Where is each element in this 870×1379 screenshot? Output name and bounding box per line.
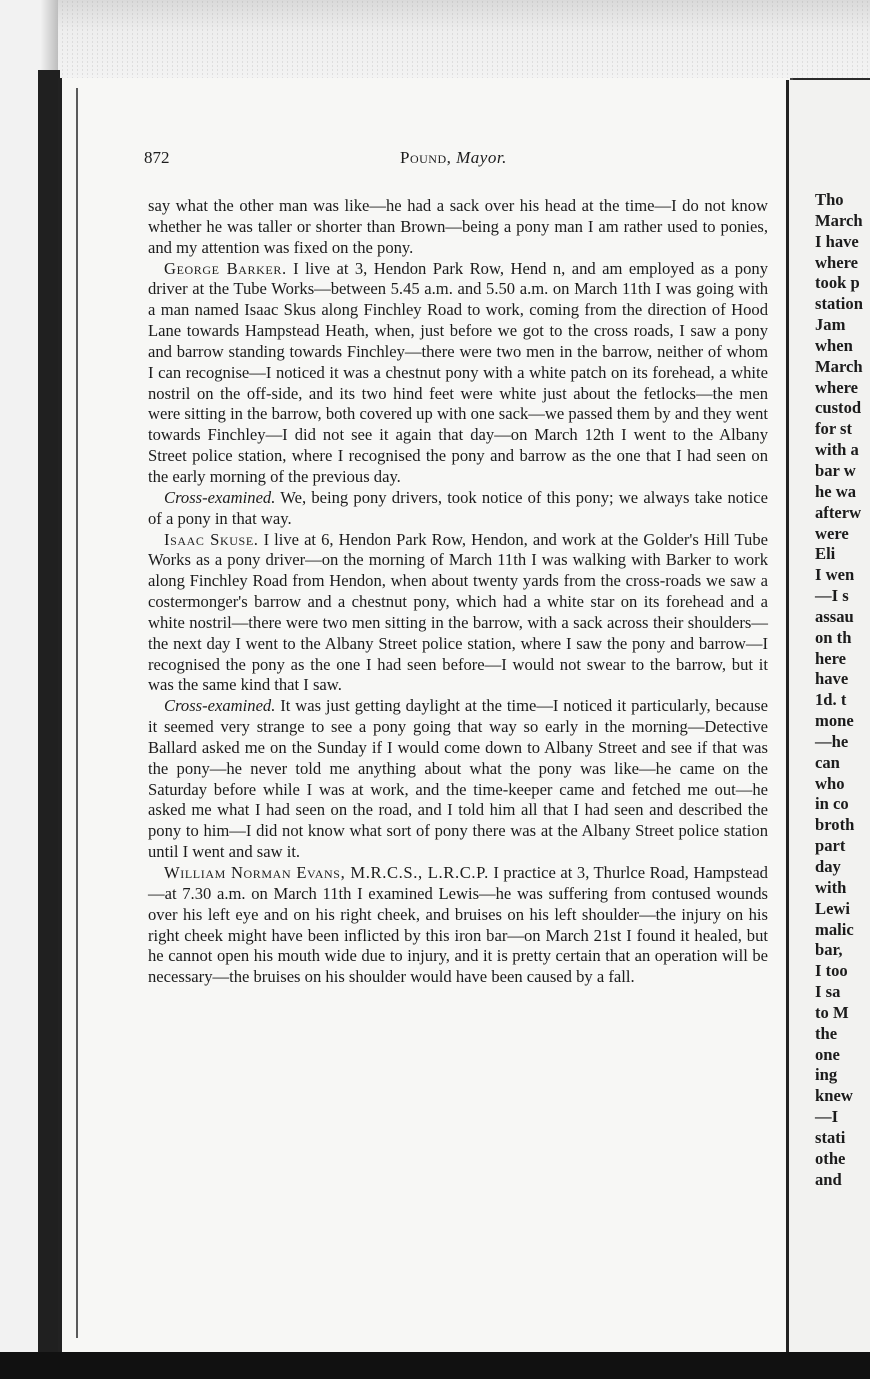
adjacent-line-fragment: custod bbox=[815, 398, 862, 418]
adjacent-line-fragment: ing bbox=[815, 1065, 838, 1085]
paragraph bbox=[148, 488, 768, 530]
adjacent-line-fragment: broth bbox=[815, 815, 855, 835]
running-head bbox=[62, 148, 790, 172]
witness-name: William Norman Evans, M.R.C.S., L.R.C.P. bbox=[164, 863, 489, 882]
adjacent-line-fragment: have bbox=[815, 669, 849, 689]
adjacent-line-fragment: bar, bbox=[815, 940, 843, 960]
adjacent-line-fragment: Lewi bbox=[815, 898, 851, 918]
adjacent-page-text bbox=[815, 190, 870, 1191]
paragraph bbox=[148, 863, 768, 988]
scan-top-margin bbox=[0, 0, 870, 78]
adjacent-line-fragment: 1d. t bbox=[815, 690, 847, 710]
adjacent-line-fragment: where bbox=[815, 377, 859, 397]
adjacent-line-fragment: I have bbox=[815, 231, 859, 251]
adjacent-line-fragment: assau bbox=[815, 606, 854, 626]
adjacent-page-fragment bbox=[786, 80, 870, 1352]
adjacent-line-fragment: here bbox=[815, 648, 847, 668]
adjacent-line-fragment: day bbox=[815, 857, 841, 876]
paragraph-text: I practice at 3, Thurlce Road, Hampstead—at 7.30 a.m. on March 11th I examined Lewis—he was suffering from contused wounds over his left eye and on his right cheek, and bruises on his left shoulder—the injury on his right cheek might have been inflicted by this iron bar—on March 21st I found it healed, but he cannot open his mouth wide due to injury, and it is pretty certain that an operation will be necessary—the bruises on his shoulder would have been caused by a fall. bbox=[148, 863, 768, 987]
page-body bbox=[148, 196, 768, 988]
scan-bottom-edge bbox=[0, 1352, 870, 1379]
adjacent-line-fragment: on th bbox=[815, 627, 852, 647]
adjacent-line-fragment: —I s bbox=[815, 586, 849, 606]
paragraph bbox=[148, 696, 768, 863]
adjacent-line-fragment: and bbox=[815, 1169, 842, 1189]
page-number: 872 bbox=[144, 148, 170, 167]
adjacent-line-fragment: he wa bbox=[815, 481, 857, 501]
adjacent-line-fragment: to M bbox=[815, 1002, 849, 1022]
adjacent-line-fragment: were bbox=[815, 523, 849, 543]
adjacent-line-fragment: March bbox=[815, 210, 863, 230]
paragraph-text: I live at 3, Hendon Park Row, Hend n, and am employed as a pony driver at the Tube Works—between 5.45 a.m. and 5.50 a.m. on March 11th I was going with a man named Isaac Skus along Finchley Road to work, coming from the direction of Hood Lane towards Hampstead Heath, when, just before we got to the cross roads, I saw a pony and barrow standing towards Finchley—there were two men in the barrow, neither of whom I can recognise—I noticed it was a chestnut pony with a white patch on its forehead, a white nostril on the off-side, and its two hind feet were white just about the fetlocks—the men were sitting in the barrow, both covered up with one sack—we passed them by and they went towards Finchley—I did not see it again that day—on March 12th I went to the Albany Street police station, where I recognised the pony and barrow as the one that I had seen on the early morning of the previous day. bbox=[148, 258, 768, 486]
adjacent-line-fragment: with a bbox=[815, 440, 859, 460]
paragraph-lead: Cross-examined. bbox=[164, 696, 276, 716]
adjacent-line-fragment: othe bbox=[815, 1148, 846, 1168]
adjacent-line-fragment: can bbox=[815, 752, 840, 772]
running-title-name: Pound, bbox=[400, 148, 452, 167]
adjacent-line-fragment: I wen bbox=[815, 565, 855, 585]
adjacent-line-fragment: mone bbox=[815, 711, 854, 731]
adjacent-line-fragment: malic bbox=[815, 919, 854, 939]
witness-name: Isaac Skuse. bbox=[164, 529, 259, 549]
adjacent-line-fragment: with bbox=[815, 877, 847, 897]
paragraph-text: It was just getting daylight at the time—I noticed it particularly, because it seemed very strange to see a pony going that way so early in the morning—Detective Ballard asked me on the Sunday if I would come down to Albany Street and see if that was the pony—he never told me anything about what the pony was like—he came on the Saturday before while I was at work, and the time-keeper came and fetched me out—he asked me what I had seen on the road, and I told him all that I had seen and described the pony to him—I did not know what sort of pony there was at the Albany Street police station until I went and saw it. bbox=[148, 696, 768, 862]
adjacent-line-fragment: I too bbox=[815, 961, 848, 981]
adjacent-line-fragment: the bbox=[815, 1023, 838, 1043]
adjacent-line-fragment: in co bbox=[815, 794, 849, 814]
adjacent-line-fragment: I sa bbox=[815, 982, 841, 1002]
paragraph-text: I live at 6, Hendon Park Row, Hendon, and work at the Golder's Hill Tube Works as a pony driver—on the morning of March 11th I was walking with Barker to work along Finchley Road from Hendon, when about twenty yards from the cross-roads we saw a costermonger's barrow and a chestnut pony, which had a white star on its forehead and a white nostril—there were two men sitting in the barrow, with a sack across their shoulders—the next day I went to the Albany Street police station, where I saw the pony and barrow—I recognised the pony as the one I had seen before—I would not swear to the barrow, but it was the same kind that I saw. bbox=[148, 529, 768, 695]
paragraph-text: We, being pony drivers, took notice of this pony; we always take notice of a pony in that way. bbox=[148, 487, 768, 528]
paragraph bbox=[148, 196, 768, 259]
binding-shadow bbox=[38, 70, 60, 1360]
adjacent-line-fragment: part bbox=[815, 836, 846, 856]
adjacent-line-fragment: when bbox=[815, 335, 853, 355]
adjacent-line-fragment: March bbox=[815, 356, 863, 376]
scan-noise bbox=[0, 0, 870, 78]
adjacent-line-fragment: —he bbox=[815, 731, 849, 751]
adjacent-line-fragment: Eli bbox=[815, 544, 836, 564]
book-binding-edge bbox=[0, 0, 58, 1379]
left-page bbox=[58, 78, 793, 1352]
adjacent-line-fragment: afterw bbox=[815, 502, 862, 522]
adjacent-line-fragment: stati bbox=[815, 1127, 846, 1147]
witness-name: George Barker. bbox=[164, 258, 287, 278]
page-edge-line bbox=[76, 88, 78, 1338]
paragraph bbox=[148, 259, 768, 488]
adjacent-line-fragment: who bbox=[815, 773, 845, 793]
adjacent-line-fragment: one bbox=[815, 1044, 840, 1064]
adjacent-line-fragment: where bbox=[815, 252, 859, 272]
adjacent-line-fragment: station bbox=[815, 294, 863, 314]
adjacent-line-fragment: Jam bbox=[815, 315, 846, 335]
adjacent-line-fragment: took p bbox=[815, 273, 860, 293]
paragraph-lead: Cross-examined. bbox=[164, 487, 276, 507]
adjacent-line-fragment: for st bbox=[815, 419, 853, 439]
paragraph bbox=[148, 530, 768, 697]
adjacent-line-fragment: knew bbox=[815, 1086, 853, 1106]
paragraph-text: say what the other man was like—he had a sack over his head at the time—I do not know whether he was taller or shorter than Brown—being a pony man I am rather used to ponies, and my attention was fixed on the pony. bbox=[148, 196, 768, 257]
adjacent-line-fragment: Tho bbox=[815, 190, 844, 209]
adjacent-line-fragment: bar w bbox=[815, 460, 856, 480]
adjacent-line-fragment: —I bbox=[815, 1107, 839, 1127]
running-title-role: Mayor. bbox=[456, 148, 507, 167]
running-title bbox=[400, 148, 507, 168]
